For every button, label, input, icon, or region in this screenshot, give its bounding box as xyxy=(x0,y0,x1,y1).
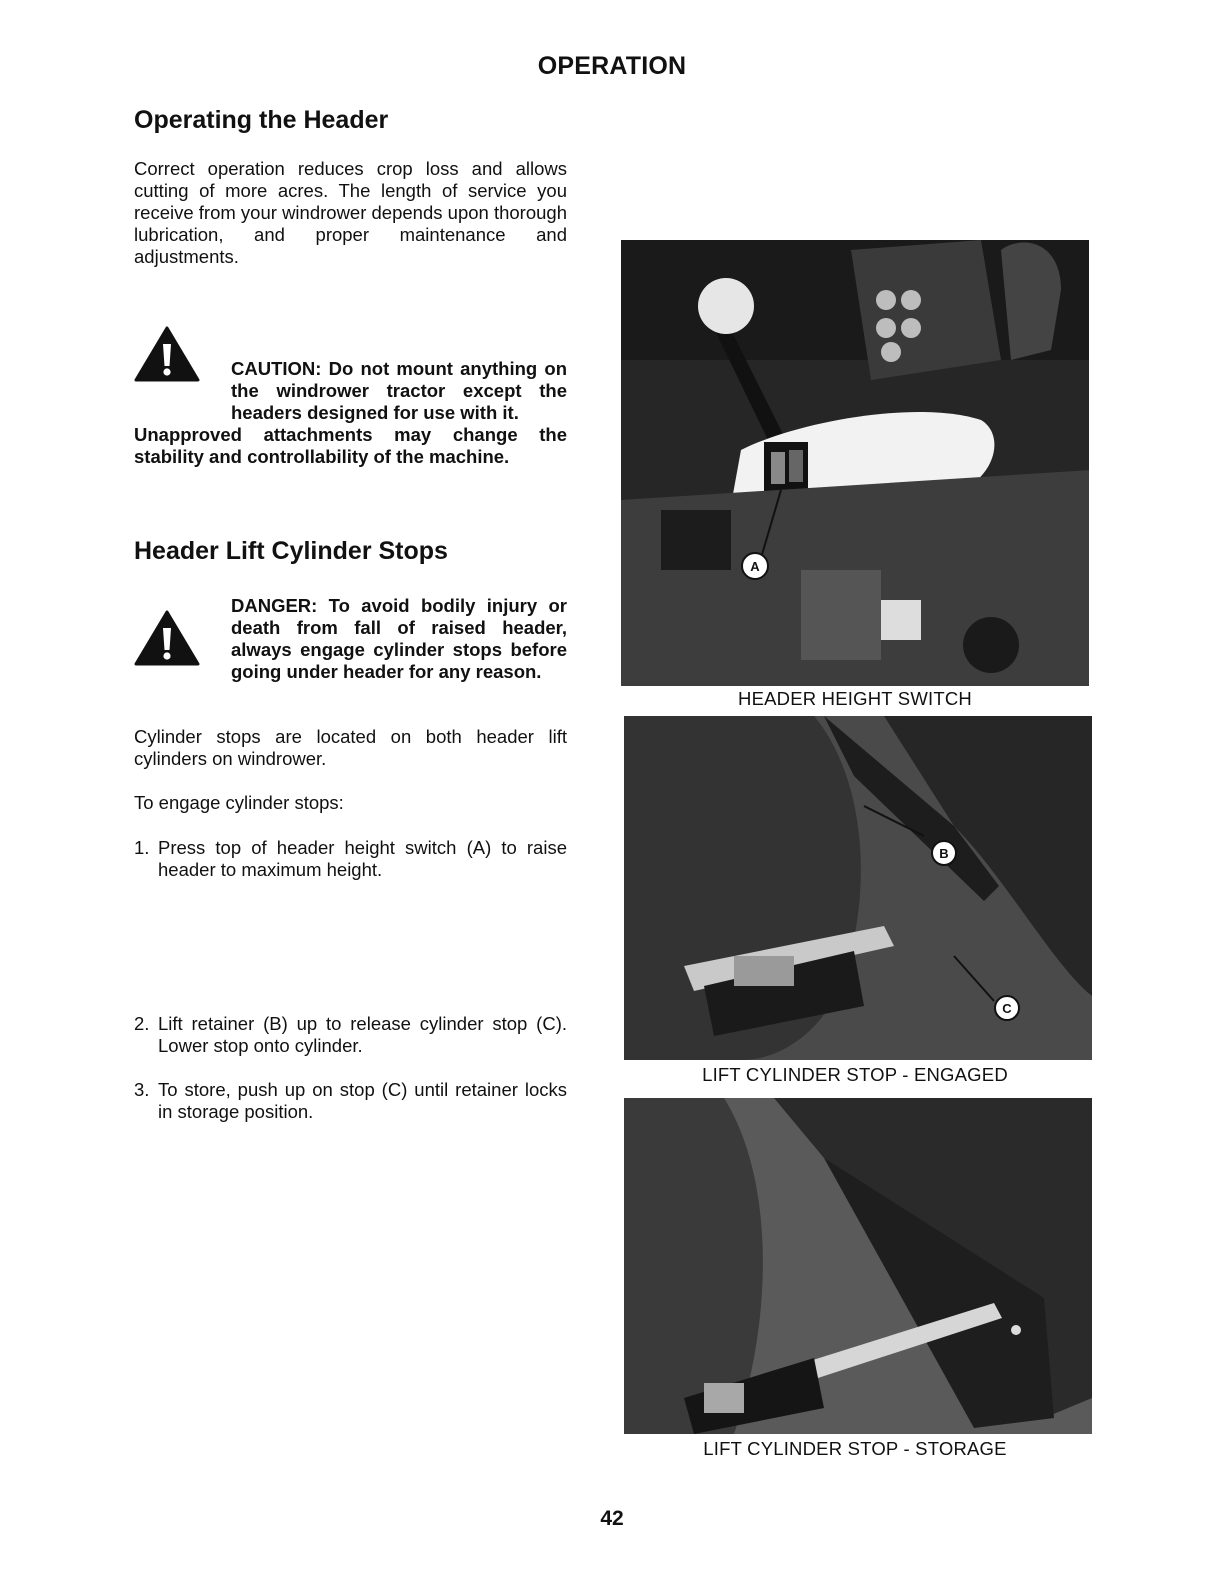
engage-label: To engage cylinder stops: xyxy=(134,792,344,813)
list-item xyxy=(134,1013,567,1057)
photo-lift-cylinder-engaged xyxy=(624,716,1092,1060)
section-heading-operating-header: Operating the Header xyxy=(134,106,389,134)
section-heading-cylinder-stops: Header Lift Cylinder Stops xyxy=(134,537,448,565)
cylinder-stops-intro: Cylinder stops are located on both header lift cylinders on windrower. xyxy=(134,726,567,769)
caution-lead-text: CAUTION: Do not mount anything on the windrower tractor except the headers designed for use with it. xyxy=(231,358,567,423)
step-number: 1. xyxy=(134,837,150,858)
step-text: To store, push up on stop (C) until retainer locks in storage position. xyxy=(158,1079,567,1122)
warning-triangle-icon xyxy=(134,610,200,666)
callout-label: C xyxy=(1002,1001,1012,1016)
step-number: 3. xyxy=(134,1079,150,1100)
danger-text: DANGER: To avoid bodily injury or death from fall of raised header, always engage cylinder stops before going under header for any reason. xyxy=(231,595,567,682)
step-number: 2. xyxy=(134,1013,150,1034)
photo-lift-cylinder-storage xyxy=(624,1098,1092,1434)
caution-rest-text: Unapproved attachments may change the stability and controllability of the machine. xyxy=(134,424,567,467)
callout-label: B xyxy=(939,846,949,861)
page-number: 42 xyxy=(600,1507,624,1530)
callout-label: A xyxy=(750,559,760,574)
step-text: Lift retainer (B) up to release cylinder stop (C). Lower stop onto cylinder. xyxy=(158,1013,567,1056)
figure-caption: HEADER HEIGHT SWITCH xyxy=(738,688,972,709)
figure-caption: LIFT CYLINDER STOP - STORAGE xyxy=(703,1438,1007,1459)
caution-block xyxy=(134,358,567,468)
intro-paragraph: Correct operation reduces crop loss and allows cutting of more acres. The length of service you receive from your windrower depends upon thorough lubrication, and proper maintenance and adjustments. xyxy=(134,158,567,267)
page-title: OPERATION xyxy=(537,52,687,80)
photo-header-height-switch xyxy=(621,240,1089,686)
list-item xyxy=(134,837,567,881)
list-item xyxy=(134,1079,567,1123)
step-text: Press top of header height switch (A) to raise header to maximum height. xyxy=(158,837,567,880)
figure-caption: LIFT CYLINDER STOP - ENGAGED xyxy=(702,1064,1008,1085)
